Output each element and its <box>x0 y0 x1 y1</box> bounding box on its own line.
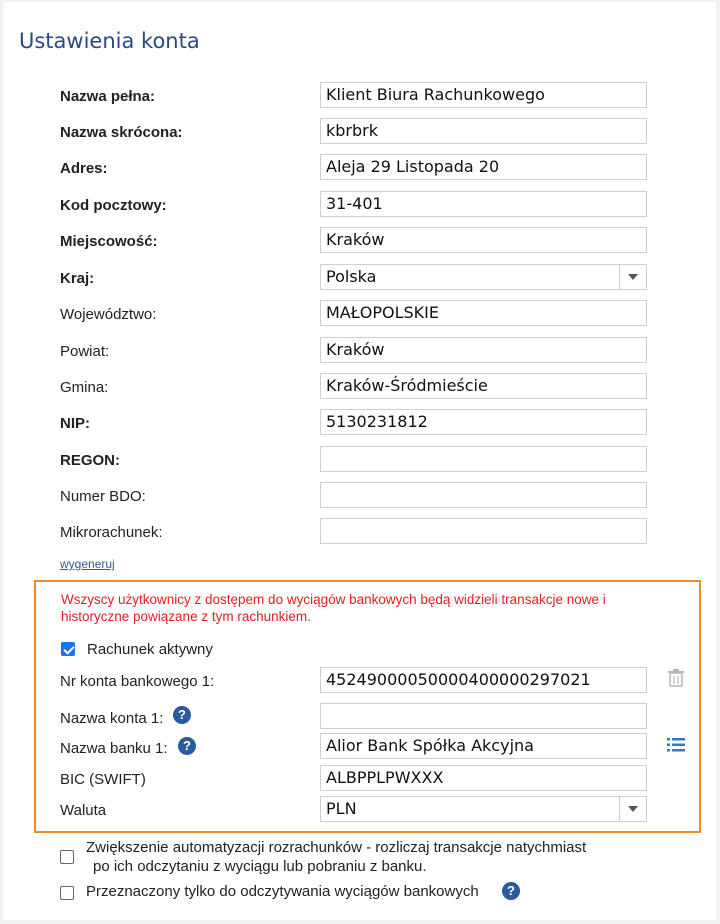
postal-code-input[interactable]: 31-401 <box>320 191 647 217</box>
chevron-down-icon[interactable] <box>619 265 646 289</box>
label-county: Powiat: <box>60 343 110 360</box>
currency-select-value: PLN <box>326 799 357 818</box>
label-country: Kraj: <box>60 270 95 287</box>
label-bdo: Numer BDO: <box>60 488 146 505</box>
label-full-name: Nazwa pełna: <box>60 88 156 105</box>
address-input[interactable]: Aleja 29 Listopada 20 <box>320 154 647 180</box>
account-active-label: Rachunek aktywny <box>87 641 213 658</box>
readonly-statements-checkbox[interactable] <box>60 886 74 900</box>
label-account-name: Nazwa konta 1: <box>60 710 164 727</box>
regon-input[interactable] <box>320 446 647 472</box>
auto-settlement-label-line2: po ich odczytaniu z wyciągu lub pobraniu z banku. <box>93 858 427 875</box>
full-name-input[interactable]: Klient Biura Rachunkowego <box>320 82 647 108</box>
list-icon[interactable] <box>667 738 685 757</box>
trash-icon[interactable] <box>668 669 684 692</box>
county-input[interactable]: Kraków <box>320 337 647 363</box>
label-account-number: Nr konta bankowego 1: <box>60 673 215 690</box>
bank-warning-text: Wszyscy użytkownicy z dostępem do wyciągów bankowych będą widzieli transakcje nowe i historyczne powiązane z tym rachunkiem. <box>61 592 606 624</box>
label-voivodeship: Województwo: <box>60 306 157 323</box>
label-city: Miejscowość: <box>60 233 158 250</box>
microaccount-input[interactable] <box>320 518 647 544</box>
page-title: Ustawienia konta <box>19 29 200 53</box>
label-bank-name: Nazwa banku 1: <box>60 740 168 757</box>
label-commune: Gmina: <box>60 379 109 396</box>
label-microaccount: Mikrorachunek: <box>60 524 163 541</box>
label-regon: REGON: <box>60 452 120 469</box>
nip-input[interactable]: 5130231812 <box>320 409 647 435</box>
label-nip: NIP: <box>60 415 90 432</box>
bank-name-input[interactable]: Alior Bank Spółka Akcyjna <box>320 733 647 759</box>
account-name-input[interactable] <box>320 703 647 729</box>
auto-settlement-label-line1: Zwiększenie automatyzacji rozrachunków - rozliczaj transakcje natychmiast <box>86 839 587 856</box>
bic-input[interactable]: ALBPPLPWXXX <box>320 765 647 791</box>
short-name-input[interactable]: kbrbrk <box>320 118 647 144</box>
label-short-name: Nazwa skrócona: <box>60 124 183 141</box>
label-currency: Waluta <box>60 802 107 819</box>
commune-input[interactable]: Kraków-Śródmieście <box>320 373 647 399</box>
country-select-value: Polska <box>326 267 377 286</box>
country-select[interactable] <box>320 264 647 290</box>
chevron-down-icon[interactable] <box>619 797 646 821</box>
label-address: Adres: <box>60 160 108 177</box>
readonly-statements-label: Przeznaczony tylko do odczytywania wyciągów bankowych <box>86 883 479 900</box>
auto-settlement-checkbox[interactable] <box>60 850 74 864</box>
label-bic: BIC (SWIFT) <box>60 771 146 788</box>
account-number-input[interactable]: 45249000050000400000297021 <box>320 667 647 693</box>
currency-select[interactable] <box>320 796 647 822</box>
help-icon[interactable]: ? <box>178 737 196 755</box>
generate-link[interactable]: wygeneruj <box>60 557 115 571</box>
label-postal-code: Kod pocztowy: <box>60 197 167 214</box>
bdo-input[interactable] <box>320 482 647 508</box>
help-icon[interactable]: ? <box>173 706 191 724</box>
voivodeship-input[interactable]: MAŁOPOLSKIE <box>320 300 647 326</box>
city-input[interactable]: Kraków <box>320 227 647 253</box>
help-icon[interactable]: ? <box>502 882 520 900</box>
account-active-checkbox[interactable] <box>61 642 75 656</box>
